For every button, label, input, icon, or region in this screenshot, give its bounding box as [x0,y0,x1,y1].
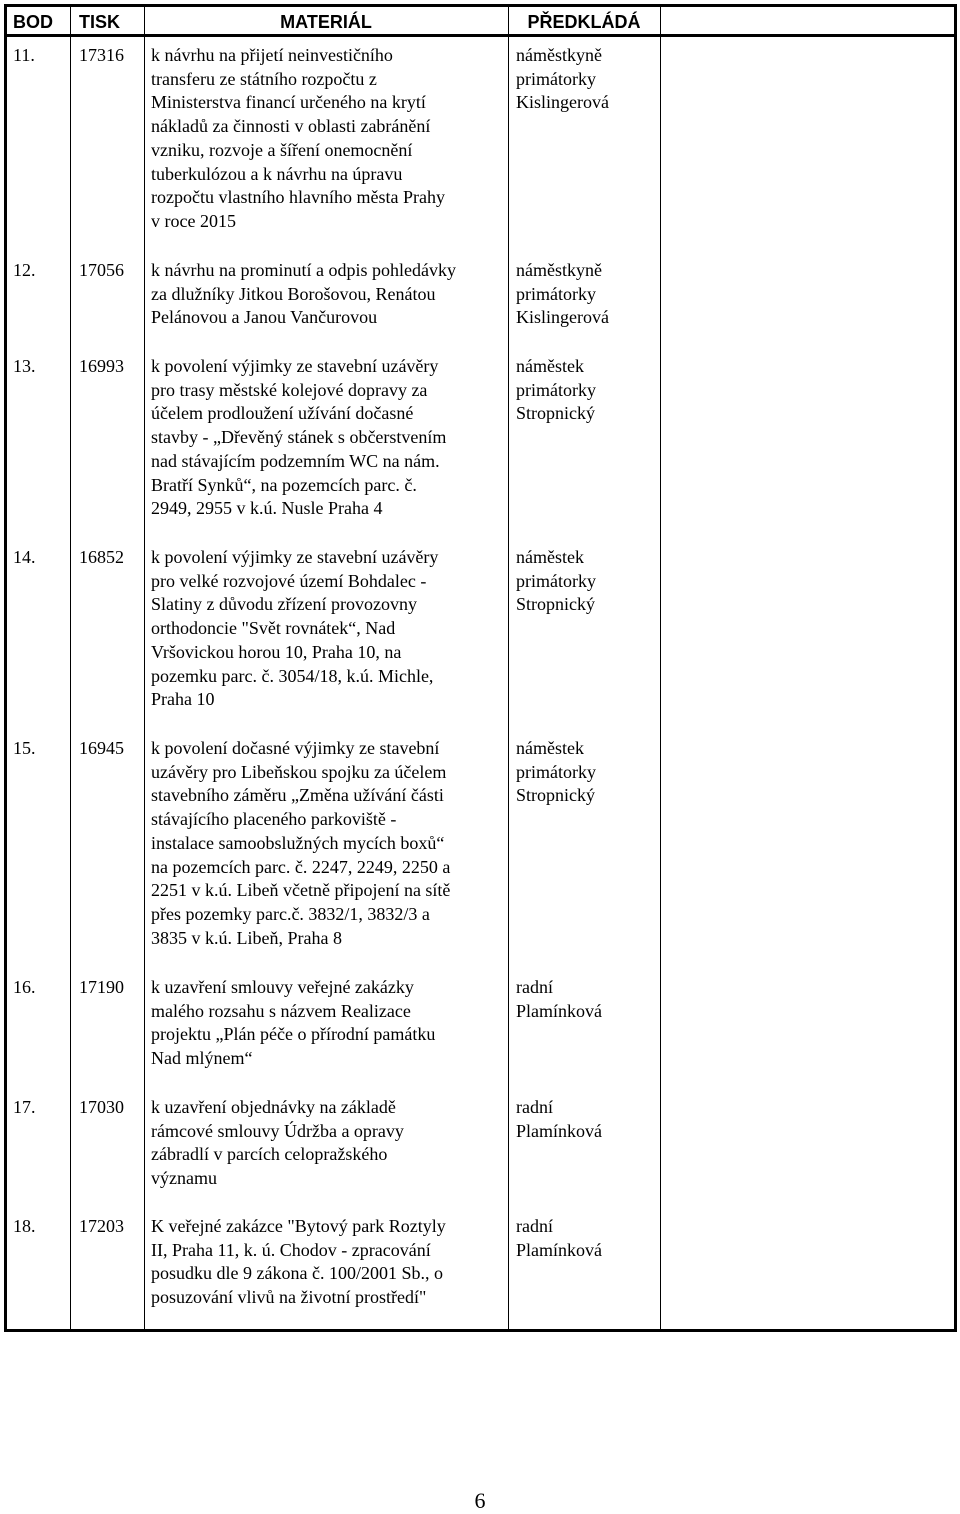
row-bod: 17. [13,1097,36,1117]
row-predklada: náměstkyně primátorky Kislingerová [516,45,609,113]
row-tisk: 17316 [79,45,124,65]
row-tisk: 17056 [79,260,124,280]
page-number: 6 [474,1488,486,1513]
row-bod: 18. [13,1216,36,1236]
row-predklada: náměstkyně primátorky Kislingerová [516,260,609,328]
row-predklada: radní Plamínková [516,1216,602,1260]
header-material: MATERIÁL [280,12,372,32]
row-material: k uzavření objednávky na základě rámcové smlouvy Údržba a opravy zábradlí v parcích celopražského významu [151,1097,404,1189]
agenda-table [4,4,957,1332]
row-tisk: 16993 [79,356,124,376]
row-bod: 14. [13,547,36,567]
row-tisk: 17030 [79,1097,124,1117]
row-predklada: náměstek primátorky Stropnický [516,547,596,615]
header-tisk: TISK [79,12,121,32]
table-header [7,7,954,37]
row-bod: 15. [13,738,36,758]
row-tisk: 16852 [79,547,124,567]
row-predklada: náměstek primátorky Stropnický [516,738,596,806]
row-predklada: radní Plamínková [516,977,602,1021]
row-bod: 16. [13,977,36,997]
row-bod: 13. [13,356,36,376]
row-material: k povolení dočasné výjimky ze stavební uzávěry pro Libeňskou spojku za účelem stavebního záměru „Změna užívání části stávajícího placeného parkoviště - instalace samoobslužných mycích boxů“ na pozemcích parc. č. 2247, 2249, 2250 a 2251 v k.ú. Libeň včetně připojení na sítě přes pozemky parc.č. 3832/1, 3832/3 a 3835 v k.ú. Libeň, Praha 8 [151,738,451,948]
row-material: k uzavření smlouvy veřejné zakázky malého rozsahu s názvem Realizace projektu „Plán péče o přírodní památku Nad mlýnem“ [151,977,436,1069]
row-material: k návrhu na přijetí neinvestičního transferu ze státního rozpočtu z Ministerstva financí určeného na krytí nákladů za činnosti v oblasti zabránění vzniku, rozvoje a šíření onemocnění tuberkulózou a k návrhu na úpravu rozpočtu vlastního hlavního města Prahy v roce 2015 [151,45,445,231]
column-divider [70,7,71,1329]
row-material: k návrhu na prominutí a odpis pohledávky za dlužníky Jitkou Borošovou, Renátou Pelánovou a Janou Vančurovou [151,260,456,328]
column-divider [144,7,145,1329]
header-predklada: PŘEDKLÁDÁ [527,12,641,32]
row-tisk: 16945 [79,738,124,758]
column-divider [660,7,661,1329]
row-predklada: radní Plamínková [516,1097,602,1141]
row-tisk: 17203 [79,1216,124,1236]
row-material: k povolení výjimky ze stavební uzávěry pro trasy městské kolejové dopravy za účelem prodloužení užívání dočasné stavby - „Dřevěný stánek s občerstvením nad stávajícím podzemním WC na nám. Bratří Synků“, na pozemcích parc. č. 2949, 2955 v k.ú. Nusle Praha 4 [151,356,447,519]
row-bod: 12. [13,260,36,280]
row-predklada: náměstek primátorky Stropnický [516,356,596,424]
row-bod: 11. [13,45,35,65]
header-bod: BOD [13,12,53,32]
row-material: k povolení výjimky ze stavební uzávěry pro velké rozvojové území Bohdalec - Slatiny z důvodu zřízení provozovny orthodoncie "Svět rovnátek“, Nad Vršovickou horou 10, Praha 10, na pozemku parc. č. 3054/18, k.ú. Michle, Praha 10 [151,547,439,710]
row-material: K veřejné zakázce "Bytový park Roztyly II, Praha 11, k. ú. Chodov - zpracování posudku dle 9 zákona č. 100/2001 Sb., o posuzování vlivů na životní prostředí" [151,1216,446,1308]
column-divider [508,7,509,1329]
row-tisk: 17190 [79,977,124,997]
